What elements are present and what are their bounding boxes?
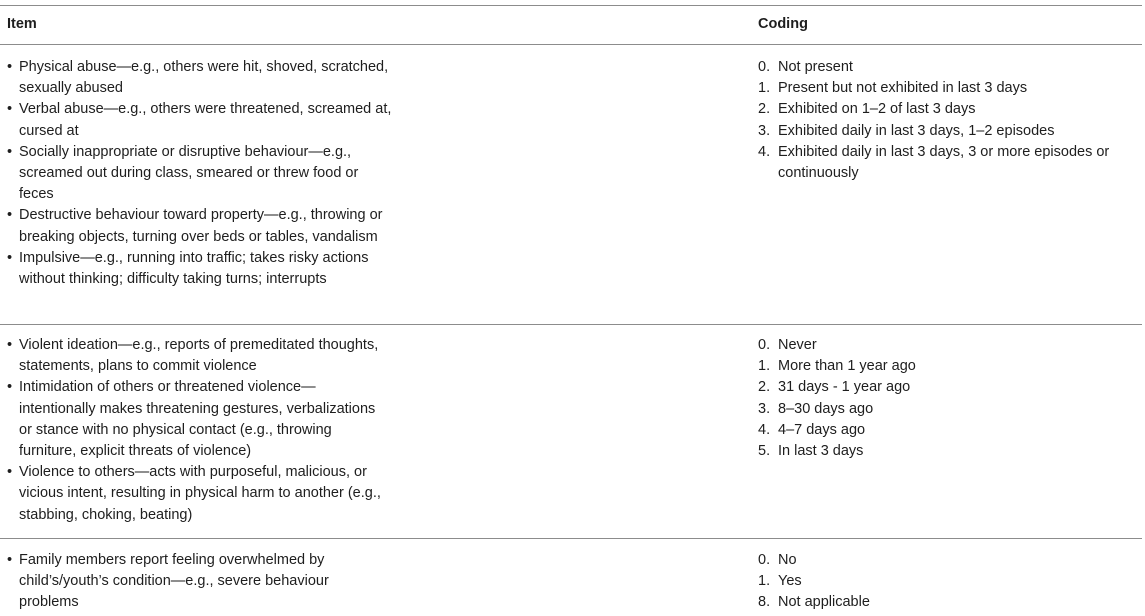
coding-text: Present but not exhibited in last 3 days [778,80,1028,97]
table-top-rule [0,5,1142,6]
coding-option [758,121,1118,142]
coding-number: 3. [758,400,771,417]
list-item: • Violent ideation—e.g., reports of premeditated thoughts, statements, plans to commit violence [7,335,392,377]
coding-number: 4. [758,421,771,438]
coding-option [758,399,1118,420]
coding-number: 1. [758,573,771,590]
coding-option [758,550,1118,571]
list-item: • Intimidation of others or threatened violence—intentionally makes threatening gestures, verbalizations or stance with no physical contact (e.g., throwing furniture, explicit threats of violence) [7,377,392,462]
coding-number: 5. [758,443,771,460]
group-divider [0,324,1142,325]
coding-number: 3. [758,122,771,139]
coding-number: 0. [758,337,771,353]
coding-number: 4. [758,143,771,160]
coding-option [758,57,1118,78]
coding-text: Never [778,337,817,353]
coding-text: No [778,552,797,568]
header-rule [0,44,1142,45]
coding-option [758,99,1118,120]
coding-option [758,571,1118,592]
coding-option [758,142,1118,184]
coding-option [758,335,1118,356]
list-item: • Socially inappropriate or disruptive behaviour—e.g., screamed out during class, smeared or threw food or feces [7,142,392,206]
coding-option [758,592,1118,613]
coding-text: Yes [778,573,802,590]
coding-option [758,420,1118,441]
item-list-aggression [7,57,392,290]
coding-option [758,377,1118,398]
list-item: • Physical abuse—e.g., others were hit, shoved, scratched, sexually abused [7,57,392,99]
list-item: • Impulsive—e.g., running into traffic; takes risky actions without thinking; difficulty taking turns; interrupts [7,248,392,290]
column-header-item: Item [7,16,37,32]
coding-text: 31 days - 1 year ago [778,379,911,396]
coding-number: 2. [758,379,771,396]
list-item: • Verbal abuse—e.g., others were threatened, screamed at, cursed at [7,99,392,141]
coding-list-family [758,550,1118,614]
coding-text: More than 1 year ago [778,358,916,375]
coding-text: Not present [778,59,853,75]
coding-text: Not applicable [778,594,870,611]
coding-number: 1. [758,80,771,97]
coding-list-aggression [758,57,1118,184]
coding-number: 0. [758,552,771,568]
list-item: • Destructive behaviour toward property—e.g., throwing or breaking objects, turning over beds or tables, vandalism [7,205,392,247]
coding-text: 8–30 days ago [778,400,874,417]
coding-text: In last 3 days [778,443,864,460]
list-item: • Family members report feeling overwhelmed by child’s/youth’s condition—e.g., severe behaviour problems [7,550,392,614]
coding-number: 2. [758,101,771,118]
coding-number: 8. [758,594,771,611]
coding-text: Exhibited daily in last 3 days, 3 or more episodes or continuously [778,143,1110,182]
coding-text: 4–7 days ago [778,421,866,438]
item-list-violence [7,335,392,526]
coding-list-violence [758,335,1118,462]
list-item: • Violence to others—acts with purposeful, malicious, or vicious intent, resulting in physical harm to another (e.g., stabbing, choking, beating) [7,462,392,526]
coding-text: Exhibited on 1–2 of last 3 days [778,101,976,118]
group-divider [0,538,1142,539]
coding-text: Exhibited daily in last 3 days, 1–2 episodes [778,122,1055,139]
item-list-family [7,550,392,614]
coding-option [758,78,1118,99]
coding-option [758,356,1118,377]
coding-number: 0. [758,59,771,75]
coding-option [758,441,1118,462]
column-header-coding: Coding [758,16,808,32]
coding-number: 1. [758,358,771,375]
